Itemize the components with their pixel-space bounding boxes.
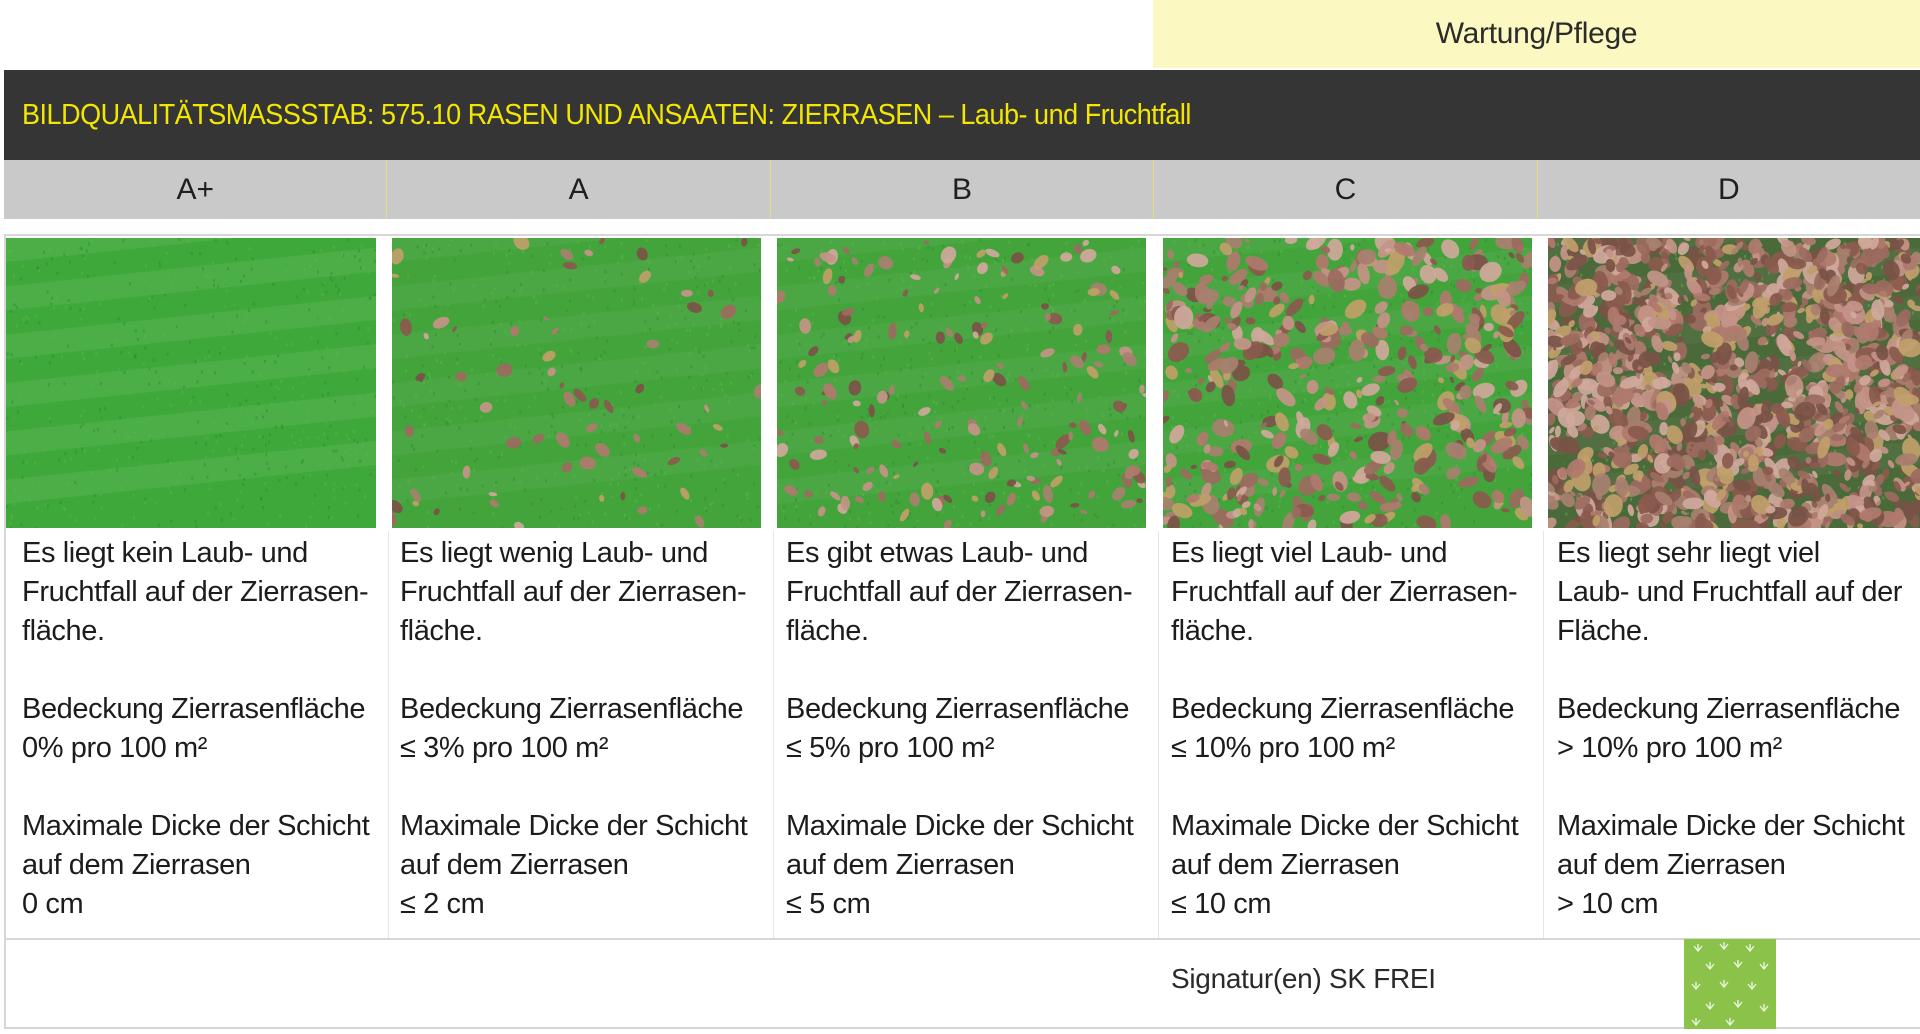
- grade-b-header: B: [771, 160, 1154, 219]
- grade-description: Es liegt viel Laub- und Fruchtfall auf der Zierrasen- fläche.: [1171, 534, 1541, 651]
- grade-a-plus-header: A+: [4, 160, 387, 219]
- lawn-photo-grade-a-plus: [6, 238, 376, 528]
- grade-header-row: [4, 160, 1920, 219]
- maintenance-tab[interactable]: Wartung/Pflege: [1153, 0, 1920, 68]
- grade-description: Es liegt kein Laub- und Fruchtfall auf der Zierrasen- fläche.: [22, 534, 392, 651]
- grade-a-plus-column: [22, 534, 392, 924]
- tab-strip: [0, 0, 1920, 70]
- grade-description: Es liegt sehr liegt viel Laub- und Fruchtfall auf der Fläche.: [1557, 534, 1920, 651]
- grade-coverage: Bedeckung Zierrasenfläche ≤ 10% pro 100 m²: [1171, 690, 1541, 768]
- lawn-hatch-icon: [1684, 939, 1776, 1029]
- grade-thickness: Maximale Dicke der Schicht auf dem Zierrasen ≤ 10 cm: [1171, 807, 1541, 924]
- grade-coverage: Bedeckung Zierrasenfläche 0% pro 100 m²: [22, 690, 392, 768]
- grade-a-column: [400, 534, 770, 924]
- grade-thickness: Maximale Dicke der Schicht auf dem Zierrasen ≤ 2 cm: [400, 807, 770, 924]
- grade-coverage: Bedeckung Zierrasenfläche > 10% pro 100 m²: [1557, 690, 1920, 768]
- title-bar: [4, 70, 1920, 160]
- grade-c-header: C: [1154, 160, 1537, 219]
- grade-coverage: Bedeckung Zierrasenfläche ≤ 5% pro 100 m²: [786, 690, 1156, 768]
- column-divider: [1158, 531, 1159, 938]
- column-divider: [773, 531, 774, 938]
- lawn-photo-grade-c: [1163, 238, 1532, 528]
- grade-d-column: [1557, 534, 1920, 924]
- grade-thickness: Maximale Dicke der Schicht auf dem Zierrasen > 10 cm: [1557, 807, 1920, 924]
- grade-a-header: A: [387, 160, 770, 219]
- grade-b-column: [786, 534, 1156, 924]
- grade-thickness: Maximale Dicke der Schicht auf dem Zierrasen 0 cm: [22, 807, 392, 924]
- lawn-photo-grade-b: [777, 238, 1146, 528]
- grade-description: Es liegt wenig Laub- und Fruchtfall auf der Zierrasen- fläche.: [400, 534, 770, 651]
- grade-thickness: Maximale Dicke der Schicht auf dem Zierrasen ≤ 5 cm: [786, 807, 1156, 924]
- grade-d-header: D: [1538, 160, 1920, 219]
- signature-label: Signatur(en) SK FREI: [1171, 963, 1436, 995]
- signature-row: [4, 938, 1920, 1029]
- lawn-photo-grade-d: [1548, 238, 1920, 528]
- lawn-photo-grade-a: [392, 238, 761, 528]
- grade-description: Es gibt etwas Laub- und Fruchtfall auf der Zierrasen- fläche.: [786, 534, 1156, 651]
- grade-c-column: [1171, 534, 1541, 924]
- grade-coverage: Bedeckung Zierrasenfläche ≤ 3% pro 100 m²: [400, 690, 770, 768]
- page-title: BILDQUALITÄTSMASSSTAB: 575.10 RASEN UND ANSAATEN: ZIERRASEN – Laub- und Fruchtfall: [22, 99, 1191, 132]
- column-divider: [1543, 531, 1544, 938]
